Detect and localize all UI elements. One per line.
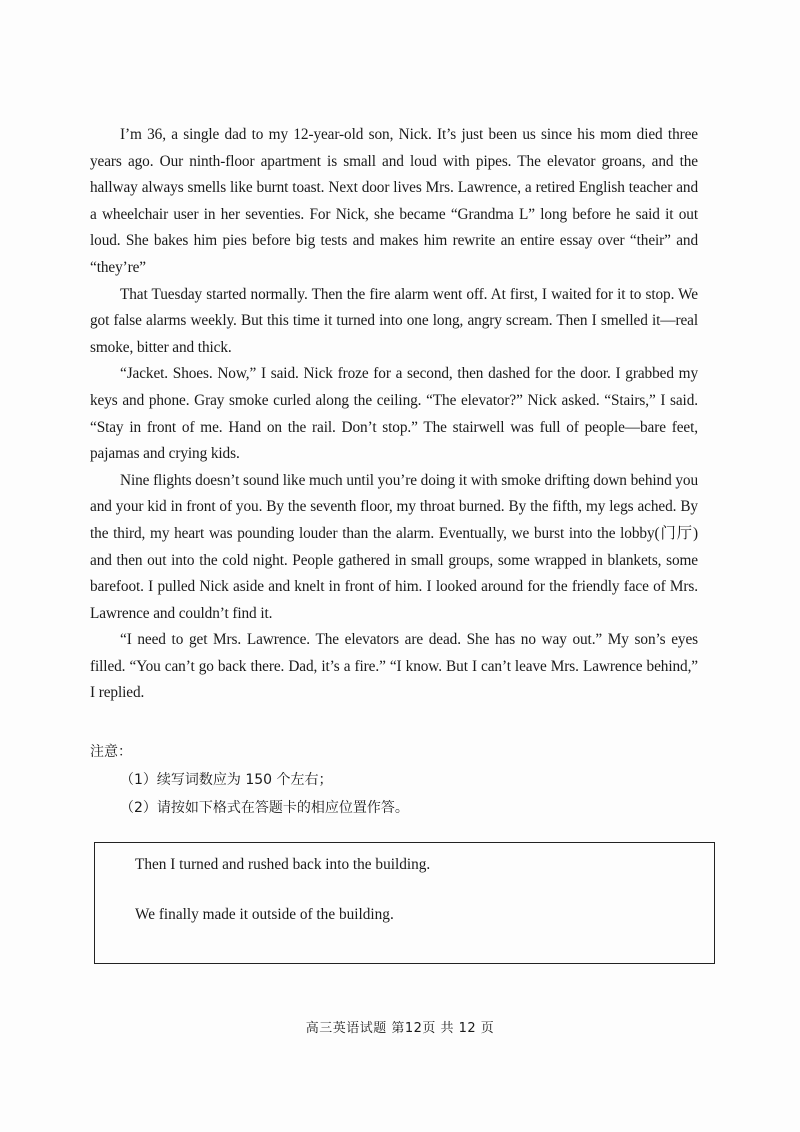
passage-paragraph-1: I’m 36, a single dad to my 12-year-old son, Nick. It’s just been us since his mom died three years ago. Our ninth-floor apartment is small and loud with pipes. The elevator groans, and the hallway always smells like burnt toast. Next door lives Mrs. Lawrence, a retired English teacher and a wheelchair user in her seventies. For Nick, she became “Grandma L” long before he said it out loud. She bakes him pies before big tests and makes him rewrite an entire essay over “their” and “they’re” <box>90 126 698 276</box>
reading-passage <box>90 122 698 707</box>
continuation-start-sentence-2: We finally made it outside of the building. <box>135 906 394 923</box>
instructions <box>90 738 710 822</box>
passage-paragraph-2: That Tuesday started normally. Then the fire alarm went off. At first, I waited for it to stop. We got false alarms weekly. But this time it turned into one long, angry scream. Then I smelled it—real smoke, bitter and thick. <box>90 285 698 356</box>
passage-paragraph-5: “I need to get Mrs. Lawrence. The elevators are dead. She has no way out.” My son’s eyes filled. “You can’t go back there. Dad, it’s a fire.” “I know. But I can’t leave Mrs. Lawrence behind,” I replied. <box>90 631 698 702</box>
instructions-title: 注意： <box>90 744 132 760</box>
passage-paragraph-4: Nine flights doesn’t sound like much until you’re doing it with smoke drifting down behind you and your kid in front of you. By the seventh floor, my throat burned. By the fifth, my legs ached. By the third, my heart was pounding louder than the alarm. Eventually, we burst into the lobby(门厅) and then out into the cold night. People gathered in small groups, some wrapped in blankets, some barefoot. I pulled Nick aside and knelt in front of him. I looked around for the friendly face of Mrs. Lawrence and couldn’t find it. <box>90 471 698 622</box>
answer-format-box <box>94 842 715 964</box>
passage-paragraph-3: “Jacket. Shoes. Now,” I said. Nick froze for a second, then dashed for the door. I grabbed my keys and phone. Gray smoke curled along the ceiling. “The elevator?” Nick asked. “Stairs,” I said. “Stay in front of me. Hand on the rail. Don’t stop.” The stairwell was full of people—bare feet, pajamas and crying kids. <box>90 365 698 463</box>
page-footer: 高三英语试题 第12页 共 12 页 <box>305 1021 495 1036</box>
instruction-item-word-count: （1）续写词数应为 150 个左右； <box>120 772 333 788</box>
instruction-item-answer-format: （2）请按如下格式在答题卡的相应位置作答。 <box>120 800 409 816</box>
continuation-start-sentence-1: Then I turned and rushed back into the building. <box>135 856 431 873</box>
